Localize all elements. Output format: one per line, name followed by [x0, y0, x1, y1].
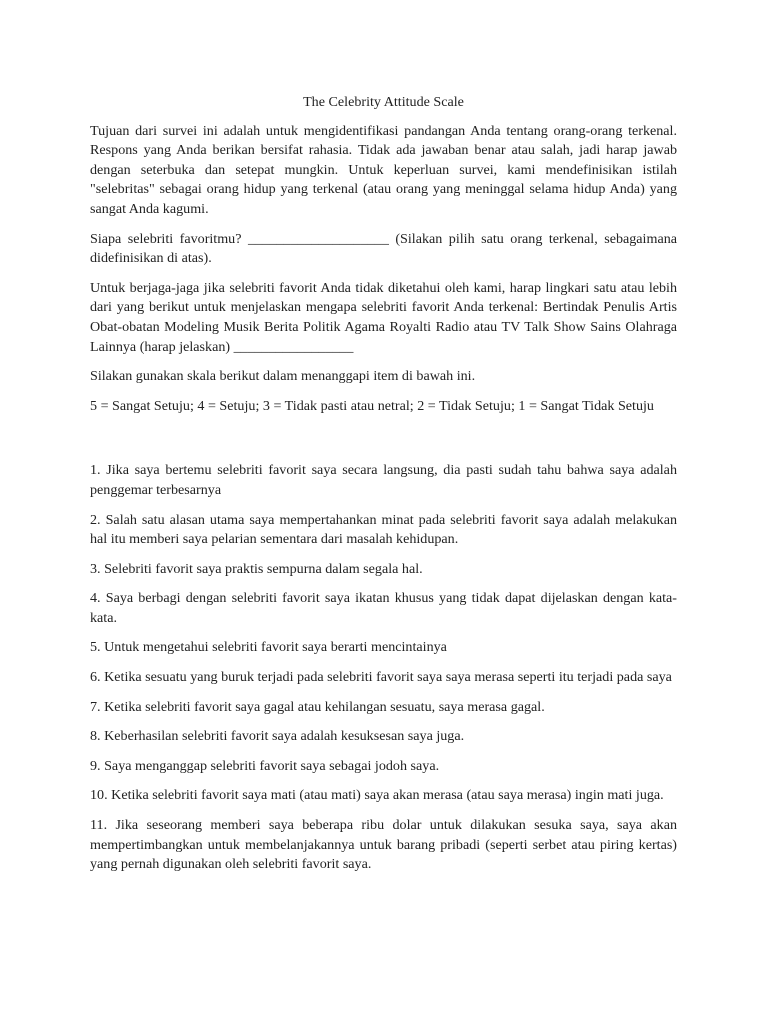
- survey-item: 8. Keberhasilan selebriti favorit saya adalah kesuksesan saya juga.: [90, 728, 465, 745]
- intro-paragraph: Tujuan dari survei ini adalah untuk mengidentifikasi pandangan Anda tentang orang-orang terkenal. Respons yang Anda berikan bersifat rahasia. Tidak ada jawaban benar atau salah, jadi harap jawab dengan seterbuka dan setepat mungkin. Untuk keperluan survei, kami mendefinisikan istilah "selebritas" sebagai orang hidup yang terkenal (atau orang yang meninggal selama hidup Anda) yang sangat Anda kagumi.: [90, 122, 677, 217]
- celebrity-category-paragraph: Untuk berjaga-jaga jika selebriti favorit Anda tidak diketahui oleh kami, harap lingkari satu atau lebih dari yang berikut untuk menjelaskan mengapa selebriti favorit Anda terkenal: Bertindak Penulis Artis Obat-obatan Modeling Musik Berita Politik Agama Royalti Radio atau TV Talk Show Sains Olahraga Lainnya (harap jelaskan) _________________: [90, 279, 677, 355]
- survey-item: 10. Ketika selebriti favorit saya mati (atau mati) saya akan merasa (atau saya merasa) ingin mati juga.: [90, 787, 664, 804]
- survey-item: 9. Saya menganggap selebriti favorit saya sebagai jodoh saya.: [90, 757, 440, 774]
- survey-items-list: [90, 461, 677, 875]
- survey-item: 6. Ketika sesuatu yang buruk terjadi pada selebriti favorit saya saya merasa seperti itu terjadi pada saya: [90, 669, 672, 686]
- document-page: [90, 93, 677, 885]
- survey-item: 3. Selebriti favorit saya praktis sempurna dalam segala hal.: [90, 560, 423, 577]
- survey-item: 7. Ketika selebriti favorit saya gagal atau kehilangan sesuatu, saya merasa gagal.: [90, 698, 545, 715]
- scale-legend: 5 = Sangat Setuju; 4 = Setuju; 3 = Tidak pasti atau netral; 2 = Tidak Setuju; 1 = Sangat Tidak Setuju: [90, 397, 654, 414]
- document-title: The Celebrity Attitude Scale: [303, 94, 464, 110]
- survey-item: 5. Untuk mengetahui selebriti favorit saya berarti mencintainya: [90, 639, 447, 656]
- survey-item: 2. Salah satu alasan utama saya mempertahankan minat pada selebriti favorit saya adalah melakukan hal itu memberi saya pelarian sementara dari masalah kehidupan.: [90, 511, 677, 548]
- survey-item: 1. Jika saya bertemu selebriti favorit saya secara langsung, dia pasti sudah tahu bahwa saya adalah penggemar terbesarnya: [90, 462, 677, 498]
- scale-instruction: Silakan gunakan skala berikut dalam menanggapi item di bawah ini.: [90, 368, 476, 385]
- survey-item: 11. Jika seseorang memberi saya beberapa ribu dolar untuk dilakukan sesuka saya, saya akan mempertimbangkan untuk membelanjakannya untuk barang pribadi (seperti serbet atau piring kertas) yang pernah digunakan oleh selebriti favorit saya.: [90, 817, 677, 873]
- favorite-celebrity-question: Siapa selebriti favoritmu? ____________________ (Silakan pilih satu orang terkenal, sebagaimana didefinisikan di atas).: [90, 230, 677, 267]
- survey-item: 4. Saya berbagi dengan selebriti favorit saya ikatan khusus yang tidak dapat dijelaskan dengan kata-kata.: [90, 590, 677, 626]
